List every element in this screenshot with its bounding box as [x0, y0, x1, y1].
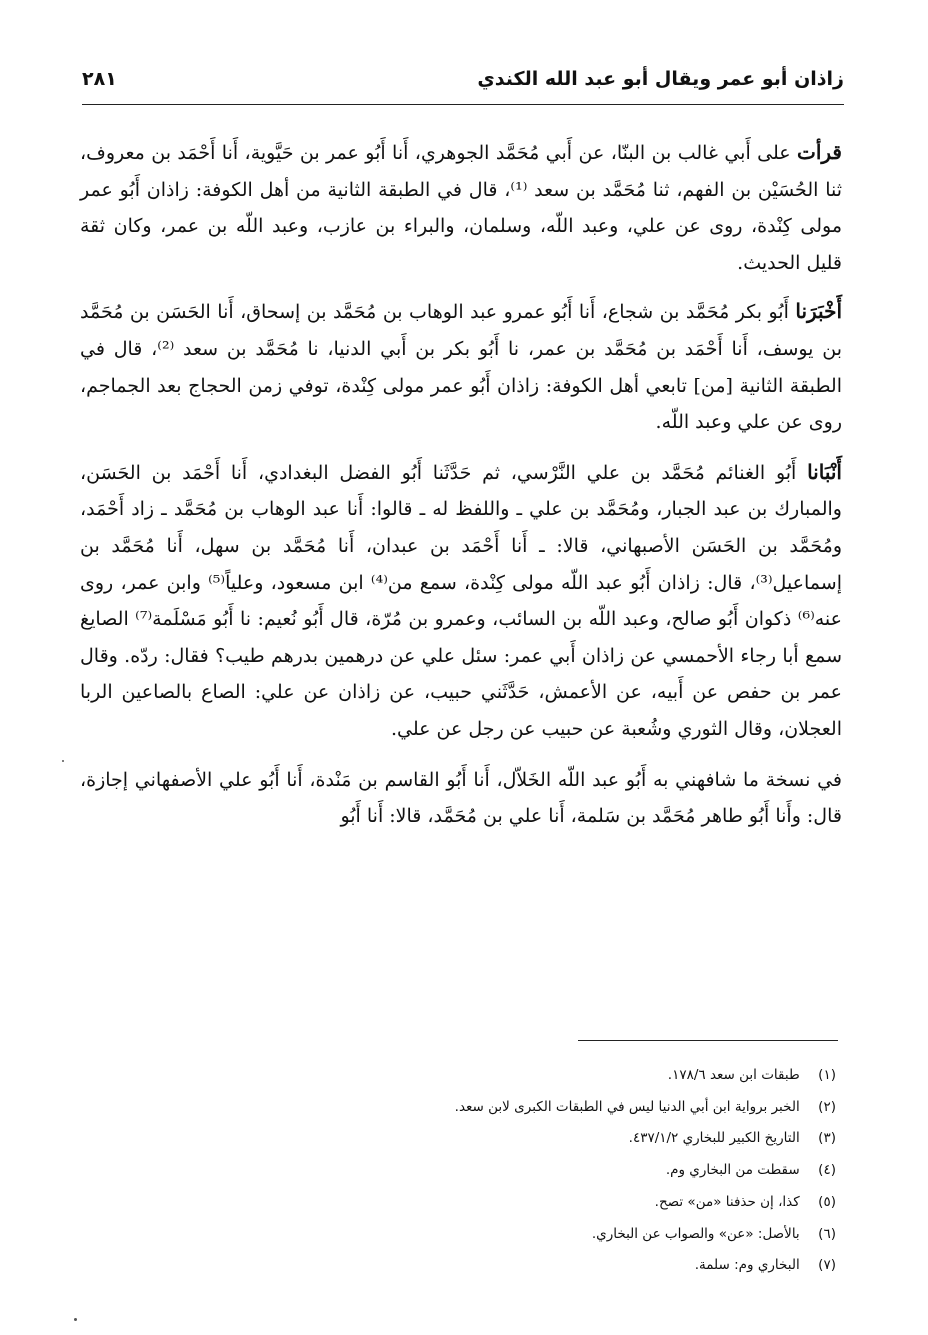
- footnote-number: (٧): [818, 1257, 836, 1274]
- paragraph: [80, 762, 842, 835]
- footnotes: [136, 1060, 836, 1282]
- paragraph-opener: أَنْبَانا: [807, 459, 842, 484]
- footnote-text: بالأصل: «عن» والصواب عن البخاري.: [591, 1225, 800, 1242]
- paragraph-text: أَبُو الغنائم مُحَمَّد بن علي النَّرْسي، ثم حَدَّثَنا أَبُو الفضل البغدادي، أَنا أَحْمَد بن الحَسَن، والمبارك بن عبد الجبار، ومُحَمَّد بن علي ـ واللفظ له ـ قالوا: أَنا عبد الوهاب بن مُحَمَّد ـ زاد أَحْمَد، ومُحَمَّد بن الحَسَن الأصبهاني، قالا: ـ أَنا أَحْمَد بن عبدان، أَنا مُحَمَّد بن سهل، أَنا مُحَمَّد بن إسماعيل⁽³⁾، قال: زاذان أَبُو عبد اللّه مولى كِنْدة، سمع من⁽⁴⁾ ابن مسعود، وعلياً⁽⁵⁾ وابن عمر، روى عنه⁽⁶⁾ ذكوان أَبُو صالح، وعبد اللّه بن السائب، وعمرو بن مُرّة، قال أَبُو نُعيم: نا أَبُو مَسْلَمة⁽⁷⁾ الصايغ سمع أبا رجاء الأحمسي عن زاذان أَبي عمر: سئل علي عن درهمين بدرهم طيب؟ فقال: ردّه. وقال عمر بن حفص عن أَبيه، عن الأعمش، حَدَّثَني حبيب، عن زاذان عن علي: الصاع بالصاعين الربا العجلان، وقال الثوري وشُعبة عن حبيب عن رجل عن علي.: [80, 461, 842, 740]
- footnote: [136, 1123, 836, 1155]
- footnote: [136, 1219, 836, 1251]
- running-title: زاذان أبو عمر ويقال أبو عبد الله الكندي: [477, 68, 844, 90]
- paragraph-text: في نسخة ما شافهني به أَبُو عبد اللّه الخَلاّل، أَنا أَبُو القاسم بن مَنْدة، أَنا أَبُو علي الأصفهاني إجازة، قال: وأَنا أَبُو طاهر مُحَمَّد بن سَلمة، أَنا علي بن مُحَمَّد، قالا: أَنا أَبُو: [80, 768, 842, 828]
- footnote-text: التاريخ الكبير للبخاري ٤٣٧/١/٢.: [628, 1130, 800, 1147]
- footnote-text: البخاري وم: سلمة.: [694, 1257, 800, 1274]
- footnote-text: سقطت من البخاري وم.: [665, 1162, 800, 1179]
- paragraph-opener: أَخْبَرَنا: [795, 299, 842, 324]
- footnote-text: طبقات ابن سعد ١٧٨/٦.: [667, 1067, 800, 1083]
- scan-speck: [62, 760, 64, 762]
- page-number: ٢٨١: [82, 68, 117, 90]
- footnote-number: (٦): [818, 1225, 836, 1242]
- page-header: [82, 62, 844, 102]
- main-text: [80, 134, 842, 835]
- header-rule: [82, 104, 844, 105]
- paragraph-text: على أَبي غالب بن البنّا، عن أَبي مُحَمَّد الجوهري، أَنا أَبُو عمر بن حَيَّوية، أَنا أَحْمَد بن معروف، ثنا الحُسَيْن بن الفهم، ثنا مُحَمَّد بن سعد ⁽¹⁾، قال في الطبقة الثانية من أهل الكوفة: زاذان أَبُو عمر مولى كِنْدة، روى عن علي، وعبد اللّه، وسلمان، والبراء بن عازب، وعبد اللّه بن عمر، وكان ثقة قليل الحديث.: [80, 142, 843, 274]
- footnote-text: الخبر برواية ابن أبي الدنيا ليس في الطبقات الكبرى لابن سعد.: [454, 1098, 800, 1115]
- footnote: [136, 1060, 836, 1092]
- paragraph: [80, 454, 842, 748]
- footnote-rule: [578, 1040, 838, 1041]
- footnote-number: (١): [818, 1067, 836, 1083]
- footnote-number: (٥): [818, 1193, 836, 1210]
- footnote-number: (٣): [818, 1130, 836, 1147]
- footnote: [136, 1092, 836, 1124]
- footnote-number: (٢): [818, 1098, 836, 1115]
- paragraph-text: أَبُو بكر مُحَمَّد بن شجاع، أَنا أَبُو عمرو عبد الوهاب بن مُحَمَّد بن إسحاق، أَنا الحَسَن بن مُحَمَّد بن يوسف، أَنا أَحْمَد بن مُحَمَّد بن عمر، نا أَبُو بكر بن أَبي الدنيا، نا مُحَمَّد بن سعد ⁽²⁾، قال في الطبقة الثانية [من] تابعي أهل الكوفة: زاذان أَبُو عمر مولى كِنْدة، توفي زمن الحجاج بعد الجماجم، روى عن علي وعبد اللّه.: [80, 301, 842, 434]
- paragraph: [80, 293, 842, 440]
- paragraph: [80, 134, 842, 281]
- footnote: [136, 1250, 836, 1282]
- footnote-text: كذا، إن حذفنا «من» تصح.: [654, 1193, 800, 1210]
- footnote-number: (٤): [818, 1162, 836, 1179]
- footnote: [136, 1155, 836, 1187]
- footnote: [136, 1187, 836, 1219]
- scan-speck: [74, 1318, 77, 1321]
- paragraph-opener: قرأت: [797, 140, 842, 164]
